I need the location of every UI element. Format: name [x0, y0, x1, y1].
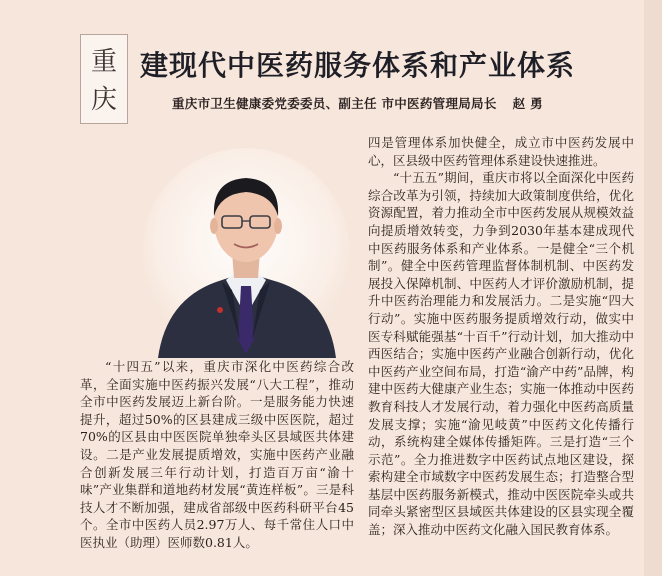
left-column: [80, 358, 354, 552]
region-char-1: 重: [90, 47, 117, 77]
article-title: 建现代中医药服务体系和产业体系: [140, 49, 576, 82]
paragraph-left: “十四五”以来，重庆市深化中医药综合改革，全面实施中医药振兴发展“八大工程”，推动全市中医药发展迈上新台阶。一是服务能力快速提升，超过50%的区县建成三级中医医院，超过70%的区县由中医医院单独牵头区县域医共体建设。二是产业发展提质增效，实施中医药产业融合创新发展三年行动计划，打造百万亩“渝十味”产业集群和道地药材发展“黄连样板”。三是科技人才不断加强，建成省部级中医药科研平台45个。全市中医药人员2.97万人、每千常住人口中医执业（助理）医师数0.81人。: [80, 359, 354, 550]
paragraph-right-1: 四是管理体系加快健全，成立市中医药发展中心，区县级中医药管理体系建设快速推进。: [368, 135, 634, 168]
region-tag: [80, 34, 128, 124]
byline: [172, 94, 543, 112]
paragraph-right-2: “十五五”期间，重庆市将以全面深化中医药综合改革为引领，持续加大政策制度供给，优化资源配置，着力推动全市中医药发展从规模效益向提质增效转变，力争到2030年基本建成现代中医药服务体系和产业体系。一是健全“三个机制”。健全中医药管理监督体制机制、中医药发展投入保障机制、中医药人才评价激励机制，提升中医药治理能力和发展活力。二是实施“四大行动”。实施中医药服务提质增效行动，做实中医专科赋能强基“十百千”行动计划，加大推动中西医结合；实施中医药产业融合创新行动，优化中医药产业空间布局，打造“渝产中药”品牌，构建中医药大健康产业生态；实施一体推动中医药教育科技人才发展行动，着力强化中医药高质量发展支撑；实施“渝见岐黄”中医药文化传播行动，系统构建全媒体传播矩阵。三是打造“三个示范”。全力推进数字中医药试点地区建设，探索构建全市域数字中医药发展生态；打造整合型基层中医药服务新模式，推动中医医院牵头或共同牵头紧密型区县域医共体建设的区县实现全覆盖；深入推动中医药文化融入国民教育体系。: [368, 170, 634, 538]
byline-name: 赵 勇: [512, 96, 543, 111]
right-column: [368, 134, 634, 539]
page-edge: [644, 0, 662, 576]
byline-role: 重庆市卫生健康委党委委员、副主任 市中医药管理局局长: [172, 96, 497, 111]
region-char-2: 庆: [90, 85, 117, 115]
portrait-photo: [138, 140, 354, 358]
